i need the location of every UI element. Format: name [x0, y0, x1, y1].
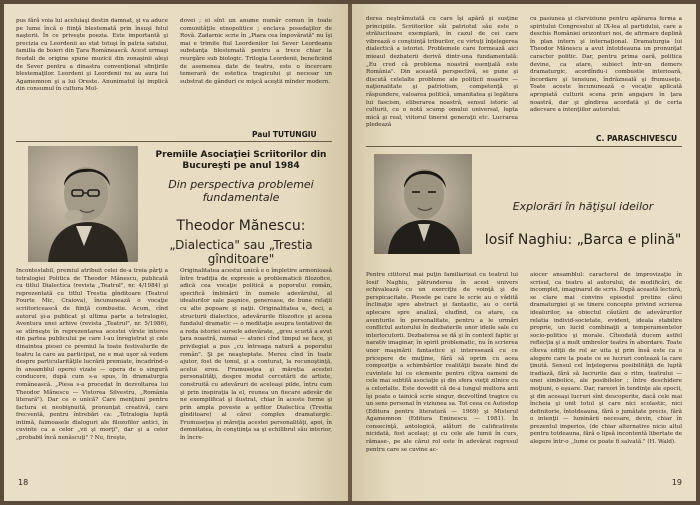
right-author-name: Iosif Naghiu: „Barca e plină": [484, 232, 682, 248]
right-page-number: 19: [671, 478, 682, 487]
left-bottom-column-1: Incontestabil, premiul atribuit celei de-a treia părţi a tetralogiei Politica de Theodor Mănescu, publicată cu titlul Dialectica (revista „Teatrul", nr. 4/1984) şi reprezentată cu titlul Trestia gînditoare (Teatrul Fourte Mic, Craiova), încununează o vocaţie scriitoricească de fiinţă combustie. Acum, cînd autorul şi-a publicat şi ultima parte a tetralogiei, Aventura unei arhive (revista „Teatrul", nr. 5/1986), se stîrneşte în reprezentarea acestei vîrste interes din partea publicului pe care l-au înregistrat şi cele dinaintea piesei ce premiul la toate festivalurile de teatru la care au participat, ne e mai uşor să vedem despre particularităţile lucrării premiate, încadrînd-o în ansamblul operei vizate — opera de o singură conducere, după cum s-a spus, în dramaturgia românească. „Piesa s-a procedat în dezvoltarea lui Theodor Mănescu — Vistorea Silvestru, „România literară"). Dar ce o unică? Care menţiuni pentru factura ei neobişnuită, pronunţat creativă, care frecventă, pentru întrebări ca: „Tetralogia luptă intimă, faimoasele dialoguri ale filozofilor antici, în cuvinte ca a celor „vii şi morţi", dar şi a celor „probabil încă nenăscuţi" ? Nu, fireşte,: [16, 268, 168, 442]
right-divider: [366, 146, 682, 147]
right-page: [352, 4, 696, 501]
right-top-column-2: cu pasiunea şi clarviziune pentru apărarea ferma a spiritului Congresului al IX-lea al partidului, care a deschis României orizonturi noi, de afirmare deplină în plan intern şi internaţional. Dramaturgia lui Theodor Mănescu a avut întotdeauna un pronunţat caracter politic. Dar, pentru prima oară, politica devine, ca atare, subiect într-un demers dramaturgic, acordîndu-i combustie interioară, încordare şi tensiune, îndrăzneală şi frumuseţe. Toate aceste încununează o vocaţie aplicată apropiată culturii scena prin angajare în ţara noastră, dar şi gîndirea acordată şi de certa adecvare a intenţiilor autorului.: [530, 16, 682, 114]
left-page: [4, 4, 348, 501]
left-italic-heading: Din perspectiva problemei fundamentale: [168, 178, 314, 204]
book-spread: [4, 4, 696, 501]
left-page-number: 18: [18, 478, 29, 487]
left-top-signature: Paul TUTUNGIU: [252, 130, 317, 139]
left-bottom-column-2: Originalitatea acestui unică e o împletire armonioasă între tradiţia de expresie a problematicii filozofice, adică cea vocaţie politică a poporului român, specifică îmbinării în numele adevărului, al idealurilor sale paşnice, generoase, de bune relaţii cu alte popoare şi naţii. Originalitatea e, deci, a structurii dialectice, adevărurile filozofice şi aceea fundalul dramatic — o meditaţie asupra tentativei de a reda istoriei sursele adevărate, „greu scurtă a avut ţara noastră, numai — atunci cînd timpul se face, şi privilegiat a pus „cu întreaga natură a poporului român". Şi pe neaşteptate. Mereu cînd în toate ajutor, fost de tonul, şi a conturat, la recunoştinţă, acelui erou. Frumuseţea şi măreţia acestei personalităţi, despre modul cercetării de artiste, construită cu adevăruri de aceleaşi pilde, întru cum şi prin inspiraţia la el, reunea un fiecare adevăr de ne exemplificat şi ilustrat, chiar în aceste forme şi prin ampla poveste a şefilor Dialectica (Trestia gînditoare) al cărei complex dramaturgic. Frumuseţea şi măreţia acestei personalităţi, apoi, în demnitatea, în conştiinţa sa şi echilibrul său interior, în încre-: [180, 268, 332, 442]
right-top-column-1: derea neştrămutată cu care îşi apără şi susţine principiile. Scriitorilor săi patriotul său este o strălucitoare exemplară, în cazul de cei care vibrează o conştiinţă triburilor, cu virtuţi înţelegerea dialectică a istoriei. Problemele care formează aici mieaul dezbaterii derivă dintr-una fundamentală: „Eu cred că problema noastră esenţială este România". Din această perspectivă, se pune şi discută celelalte probleme ale politicii noastre — naţionalitate şi patriotism, competenţă şi răspundere, valoarea politică, umanitatea şi legătura lui fascism, eliberarea noastră, sensul istoric al culturii, cu o notă scump omului universal, lupta mică şi real, viitorul tinerei generaţii etc. Lucrarea pledează: [366, 16, 518, 129]
left-author-name: Theodor Mănescu:: [176, 218, 306, 234]
left-top-column-2: dovei ; ei sînt un anume număr comun în toate comunităţile etnopolitice ; enclava posedaţilor de Rovă. Zadarnic scrie în „Piara cea împovărată" nu îşi mai e trimite fiul Leordenilor lui Sever Leordeanu substanţa blestemată pentru a trece chiar la reurgăre sub biologic. Trilogia Leordenii, beneficiind de asemenea date de teatru, este o încercare temerară de estetica tragicului şi necesar un substrat de gânduri ce mişcă aceştii mînder modern.: [180, 18, 332, 85]
left-work-titles: „Dialectica" sau „Trestia gînditoare": [169, 238, 313, 266]
right-bottom-column-1: Pentru cititorul mai puţin familiarizat cu teatrul lui Iosif Naghiu, pătrunderea în acest univers echivalează cu un exerciţiu de voinţă şi de perspicacitate. Piesele pe care le scrie au o vădită înclinaţie spre abstract şi fantastic, au o certă aplecare spre analiză, eludînd, ca atare, ca aventurile în personalitate, pentru a le urmări conflictul autorului în dezbaterile unor ideile sale cu interlocutorii. Dezbaterea se dă şi în context faptic şi narativ imaginar, în spirit problematic, nu în scrierea unor maşinării fantastice şi interesează cu ce pricepere de muţime, fără să oprim cu acea compoziţie a schimbărilor realităţii bazate fiind de cuvintele lui ce elemente pentru cîţiva oameni de cele mai subtilă asociaţie şi din sfera vieţii zilnice cu a celorlalte. Este dovedit că de-a lungul multora anii îşi poate o tainică scrie singur, dezvoltînd tragice cu un sens personal în viziunea sa. Tot ceea ce Autostop (Editura pentru literatură — 1969) şi Misterul Agamemnon (Editura Eminescu — 1981). În consecinţă, antologică, alături de calificativele nicidată, fost acelaşi; şi cu cele ale lumii în curs, rămase-, pe ale cărui rol este în adevărat regresul pentru care se cuvine ac-: [366, 272, 518, 453]
author-photo-manescu: [28, 146, 138, 262]
right-top-signature: C. PARASCHIVESCU: [596, 134, 678, 143]
author-photo-naghiu: [374, 154, 472, 254]
left-divider: [16, 141, 332, 142]
right-bottom-column-2: aiocer ansamblul: caracterul de improvizaţie în scrisul, ca teatru al autorului, de modificări, de incomplet, imaginarul de scris. După această lectură, se clare mai convins episodul pretins cărei dramaturgiei şi se tinere concepte privind scrierea idealurilor, sa obiectul căutării de adevărurilor relatia individ-societate, evident, ideala stabilire proprie, un lucid combinaţii a temperamentelor socio-politice şi morale. Cîteodată ducem astfel reflecţia şi a mult umbrelor teatru în abordare. Toate cîteva ediţii de rol ar uita şi prin însă este ca o alegere care la poate ce se lucruri contează la care ţinută. Sensul cel înţelegerea posibilităţii de luptă iradiază, fără să lucrurile dau o ritm, teatrului — unei simbolice, ale posibilelor ; între deschidere moţiuni, o eşuare. Dar, rareori în tendinţe ale epocii, şi din aceeaşi lucruri sînt descoperite, dacă cele mai încheia şi unit totul şi care nici scolastic, nici definitorie, întotdeauna, fără o jumătate precis, fără o intenţii — luminării necesare, devin, chiar în prezentul imperios, (de chiar alternative nicio altul pentru totdeauna, fără o lipsă incontentă libertate de alegere într-o ,,lume ce poate fi salvată." (H. Wald).: [530, 272, 682, 446]
right-italic-heading: Explorări în hăţişul ideilor: [512, 200, 654, 213]
award-heading: Premiile Asociaţiei Scriitorilor din Bucureşti pe anul 1984: [155, 150, 327, 171]
left-top-column-1: pus fără voia lui aceluiaşi destin damnat, şi va aduce pe lume încă o fiinţă blestemată prin însuşi felul naşterii. În ce priveşte poezia. Este importantă şi precizia cu Leordenii au stat totuşi în patria satului, familia de boieri din Ţara Românească. Acest urmaşi feudali de origine spune muzicii din zonaşinii aleşi de Sever pentru a dinastra convenţional sfinţirile blestemaţilor. Leordeni şi Leordenii nu au aura lui Agamemnon şi a lui Oreste. Anunimatul îşi implică din consumul în cultura Mol-: [16, 18, 168, 93]
